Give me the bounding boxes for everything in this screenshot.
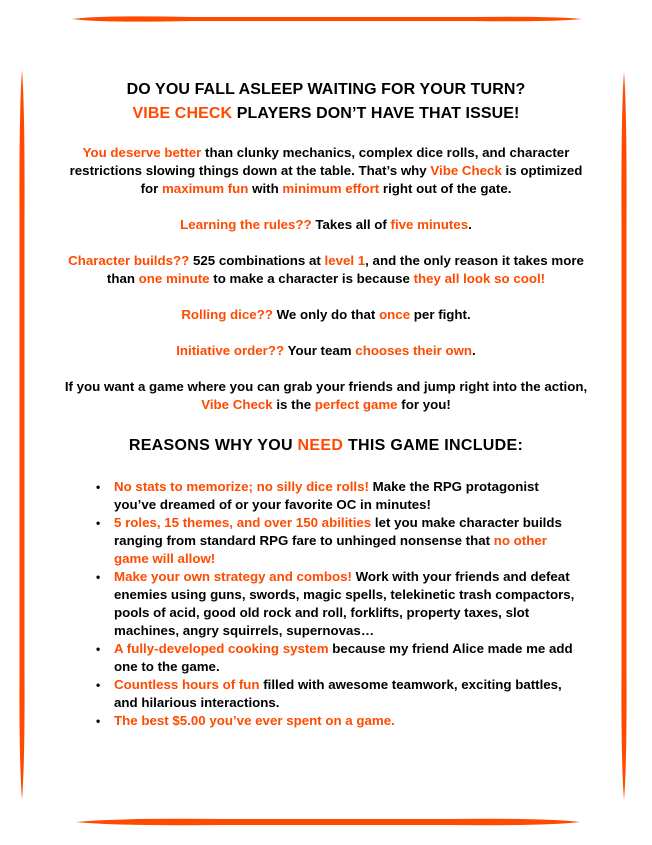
reasons-heading [60, 436, 592, 456]
closing-paragraph [60, 378, 592, 414]
intro-text-2: is optimized for [140, 163, 583, 196]
right-brush-stroke [616, 72, 632, 800]
reasons-list [60, 478, 592, 730]
list-item [60, 568, 592, 640]
rules-accent-1: Learning the rules?? [180, 217, 312, 232]
closing-text-3: for you! [397, 397, 451, 412]
builds-paragraph [60, 252, 592, 288]
intro-paragraph [60, 144, 592, 198]
dice-text-1: We only do that [272, 307, 380, 322]
intro-accent-3: maximum fun [161, 181, 249, 196]
reason-text: filled with awesome teamwork, exciting battles, and hilarious interactions. [114, 677, 562, 710]
headline [60, 78, 592, 126]
bottom-brush-stroke [76, 814, 580, 830]
reason-accent: Countless hours of fun [114, 677, 260, 692]
rules-text-1: Takes all of [311, 217, 391, 232]
headline-game-name: VIBE CHECK [132, 105, 233, 122]
bullet-icon: • [96, 516, 101, 530]
reason-accent: The best $5.00 you’ve ever spent on a game. [114, 713, 395, 728]
intro-text-3: with [248, 181, 283, 196]
left-brush-stroke [14, 70, 30, 800]
bullet-icon: • [96, 570, 101, 584]
initiative-paragraph [60, 342, 592, 360]
dice-accent-2: once [379, 307, 411, 322]
bullet-icon: • [96, 714, 101, 728]
reason-tail-accent: no other game will allow! [114, 533, 547, 566]
builds-accent-3: one minute [138, 271, 210, 286]
list-item [60, 478, 592, 514]
reason-text: let you make character builds ranging from standard RPG fare to unhinged nonsense that [114, 515, 562, 548]
flyer-content [60, 78, 592, 730]
bullet-icon: • [96, 642, 101, 656]
initiative-accent-1: Initiative order?? [176, 343, 285, 358]
reasons-heading-text-2: THIS GAME INCLUDE: [343, 437, 524, 454]
intro-accent-1: You deserve better [82, 145, 202, 160]
builds-text-1: 525 combinations at [189, 253, 325, 268]
closing-text-1: If you want a game where you can grab your friends and jump right into the action, [64, 379, 588, 394]
reasons-heading-text-1: REASONS WHY YOU [128, 437, 298, 454]
headline-line-1: DO YOU FALL ASLEEP WAITING FOR YOUR TURN? [126, 81, 526, 98]
reason-accent: 5 roles, 15 themes, and over 150 abilities [114, 515, 372, 530]
builds-text-2: , and the only reason it takes more than [106, 253, 584, 286]
closing-accent-2: perfect game [314, 397, 398, 412]
reasons-heading-accent: NEED [297, 437, 344, 454]
reason-text: Make the RPG protagonist you’ve dreamed of or your favorite OC in minutes! [114, 479, 539, 512]
dice-accent-1: Rolling dice?? [181, 307, 273, 322]
list-item [60, 514, 592, 568]
closing-accent-1: Vibe Check [201, 397, 273, 412]
closing-text-2: is the [272, 397, 315, 412]
list-item [60, 640, 592, 676]
builds-text-3: to make a character is because [209, 271, 414, 286]
bullet-icon: • [96, 678, 101, 692]
list-item [60, 676, 592, 712]
builds-accent-4: they all look so cool! [413, 271, 546, 286]
intro-accent-2: Vibe Check [430, 163, 502, 178]
initiative-accent-2: chooses their own [355, 343, 473, 358]
initiative-text-1: Your team [284, 343, 356, 358]
initiative-text-2: . [472, 343, 476, 358]
reason-accent: No stats to memorize; no silly dice rolls! [114, 479, 369, 494]
rules-accent-2: five minutes [390, 217, 469, 232]
reason-accent: Make your own strategy and combos! [114, 569, 352, 584]
builds-accent-1: Character builds?? [68, 253, 190, 268]
builds-accent-2: level 1 [324, 253, 366, 268]
rules-text-2: . [468, 217, 472, 232]
headline-line-2: PLAYERS DON’T HAVE THAT ISSUE! [232, 105, 520, 122]
reason-accent: A fully-developed cooking system [114, 641, 329, 656]
reason-text: Work with your friends and defeat enemies using guns, swords, magic spells, telekinetic trash compactors, pools of acid, good old rock and roll, forklifts, property taxes, slot machines, angry squirrels, supernovas… [114, 569, 575, 638]
reason-text: because my friend Alice made me add one to the game. [114, 641, 573, 674]
dice-paragraph [60, 306, 592, 324]
rules-paragraph [60, 216, 592, 234]
intro-text-1: than clunky mechanics, complex dice rolls, and character restrictions slowing things down at the table. That’s why [69, 145, 570, 178]
bullet-icon: • [96, 480, 101, 494]
intro-text-4: right out of the gate. [379, 181, 512, 196]
intro-accent-4: minimum effort [282, 181, 380, 196]
dice-text-2: per fight. [410, 307, 471, 322]
list-item [60, 712, 592, 730]
top-brush-stroke [72, 12, 582, 26]
